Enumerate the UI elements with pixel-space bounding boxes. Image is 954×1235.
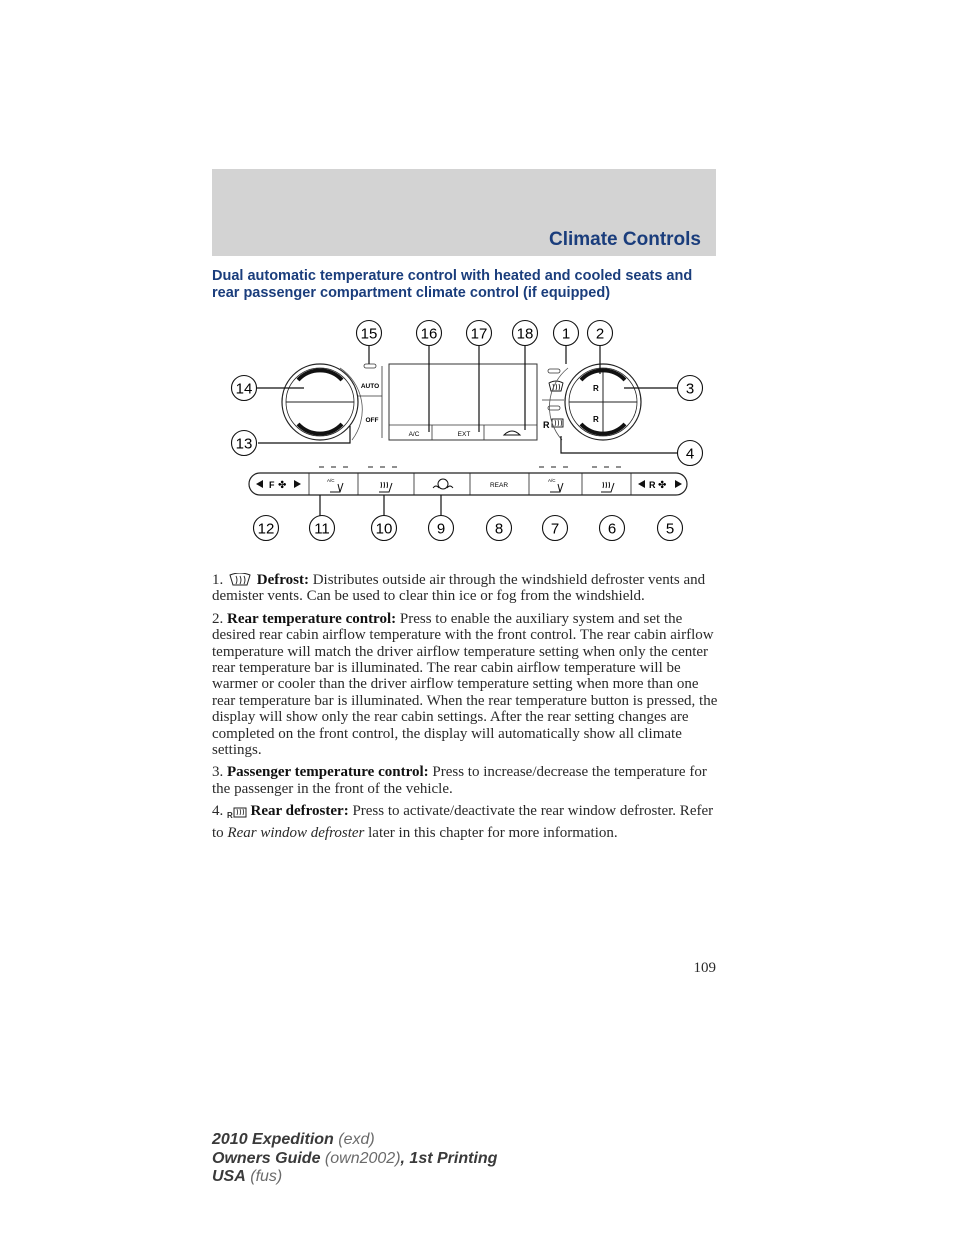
rear-fan-decrease-arrow-icon — [638, 480, 645, 488]
passenger-cooled-seat-ac-label: A/C — [548, 478, 556, 483]
document-footer: 2010 Expedition (exd) Owners Guide (own2002), 1st Printing USA (fus) — [212, 1131, 498, 1185]
callout-15: 15 — [360, 325, 378, 343]
heated-steering-wheel-icon — [433, 479, 453, 489]
seat-button-strip — [249, 473, 687, 495]
callout-5: 5 — [665, 520, 675, 538]
display-panel — [389, 364, 537, 440]
rear-fan-increase-arrow-icon — [675, 480, 682, 488]
passenger-cooled-seat-icon — [550, 483, 563, 492]
rear-button-label: REAR — [489, 482, 509, 489]
callout-11: 11 — [314, 520, 330, 538]
defrost-icon — [227, 573, 253, 587]
item-descriptions — [212, 572, 718, 847]
front-fan-decrease-arrow-icon — [256, 480, 263, 488]
page-number: 109 — [693, 960, 716, 976]
callout-8: 8 — [494, 520, 504, 538]
item-2: 2. Rear temperature control: Press to enable the auxiliary system and set the desired rear cabin airflow temperature with the front control. The rear cabin airflow temperature will match the driver airflow temperature setting when only the center rear temperature bar is illuminated. The rear cabin airflow temperature will be warmer or cooler than the driver airflow temperature setting when more than one rear temperature bar is illuminated. When the rear temperature button is pressed, the display will show only the rear cabin settings. After the rear setting changes are completed on the front control, the display will automatically show all climate settings. — [212, 610, 718, 759]
auto-button-label: AUTO — [360, 383, 380, 390]
climate-control-diagram — [212, 312, 716, 552]
callout-1: 1 — [561, 325, 571, 343]
passenger-heated-seat-icon — [601, 482, 614, 492]
ac-button-label: A/C — [408, 431, 420, 438]
auto-indicator — [364, 364, 376, 368]
front-fan-icon: ✤ — [278, 480, 287, 491]
rear-window-defroster-reference: Rear window defroster — [227, 824, 365, 841]
callout-18: 18 — [516, 325, 534, 343]
item-1: 1. Defrost: Distributes outside air through the windshield defroster vents and demister vents. Can be used to clear thin ice or fog from the windshield. — [212, 572, 706, 605]
passenger-temperature-knob — [565, 364, 641, 440]
callout-14: 14 — [235, 380, 253, 398]
rear-defrost-r-label: R — [543, 420, 550, 430]
chapter-title: Climate Controls — [548, 229, 701, 250]
rear-fan-icon: ✤ — [658, 480, 667, 491]
chapter-header-band — [212, 169, 716, 256]
callout-13: 13 — [235, 435, 253, 453]
rear-temp-bottom-label: R — [593, 415, 599, 424]
callout-16: 16 — [420, 325, 438, 343]
recirculation-icon — [504, 431, 520, 435]
rear-defrost-icon: R — [227, 807, 247, 824]
front-fan-increase-arrow-icon — [294, 480, 301, 488]
front-fan-label: F — [269, 480, 275, 490]
rear-defrost-icon — [552, 419, 563, 427]
ext-button-label: EXT — [457, 431, 471, 438]
driver-cooled-seat-icon — [330, 483, 343, 492]
section-heading: Dual automatic temperature control with heated and cooled seats and rear passenger compartment climate control (if equipped) — [212, 268, 693, 301]
off-button-label: OFF — [365, 417, 379, 424]
callout-2: 2 — [595, 325, 605, 343]
item-3: 3. Passenger temperature control: Press to increase/decrease the temperature for the passenger in the front of the vehicle. — [212, 764, 707, 797]
item-4: 4. R Rear defroster: Press to activate/deactivate the rear window defroster. Refer to Rear window defroster later in this chapter for more information. — [212, 803, 714, 841]
callout-17: 17 — [470, 325, 488, 343]
callout-7: 7 — [550, 520, 560, 538]
driver-temperature-knob — [282, 364, 358, 440]
driver-cooled-seat-ac-label: A/C — [327, 478, 335, 483]
callout-9: 9 — [436, 520, 446, 538]
driver-heated-seat-icon — [379, 482, 392, 492]
callout-12: 12 — [257, 520, 275, 538]
rear-temp-top-label: R — [593, 384, 599, 393]
front-defrost-indicator — [548, 369, 560, 373]
callout-6: 6 — [607, 520, 617, 538]
rear-fan-label: R — [649, 480, 656, 490]
callout-10: 10 — [375, 520, 393, 538]
callout-4: 4 — [685, 445, 695, 463]
callout-3: 3 — [685, 380, 695, 398]
